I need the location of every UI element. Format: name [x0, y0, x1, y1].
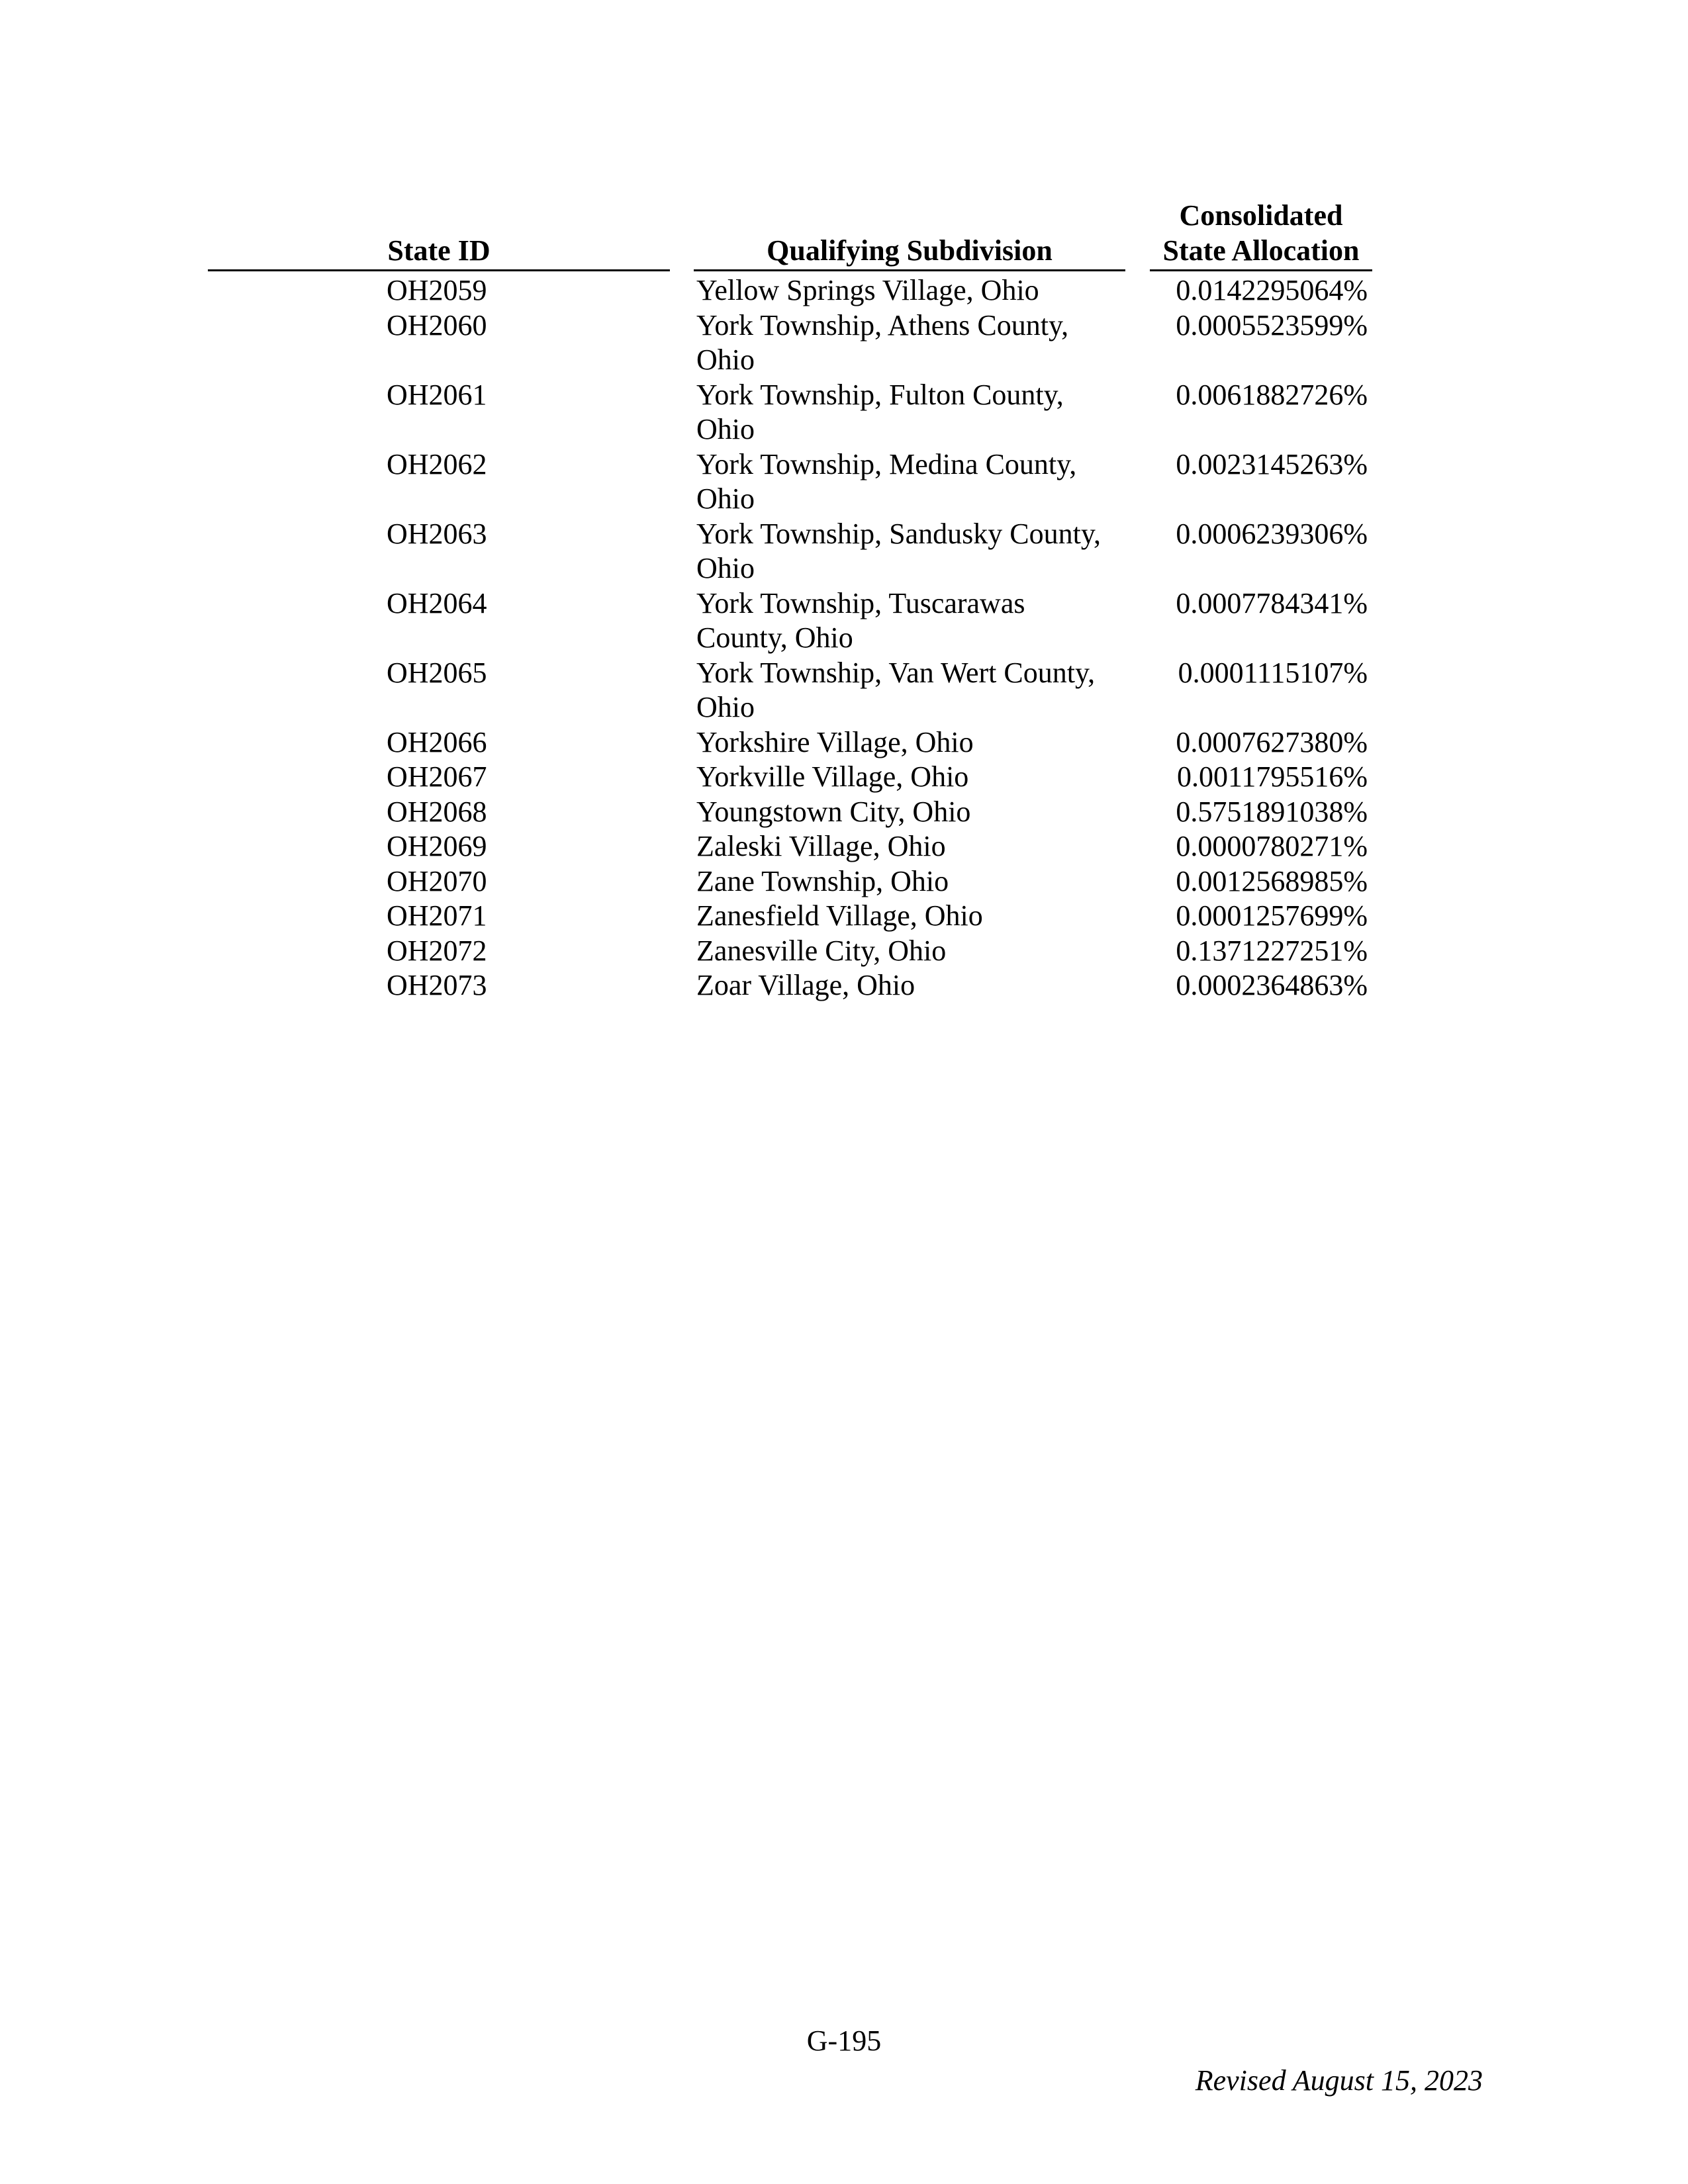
header-rule-state-id [208, 269, 670, 271]
allocation-cell: 0.0011795516% [1176, 760, 1368, 793]
subdivision-cell: Youngstown City, Ohio [696, 795, 971, 828]
state-id-cell: OH2068 [387, 795, 487, 828]
subdivision-cell: York Township, Fulton County, Ohio [696, 378, 1064, 445]
state-id-cell: OH2071 [387, 899, 487, 932]
allocation-cell: 0.0023145263% [1176, 447, 1368, 480]
revised-date: Revised August 15, 2023 [1195, 2064, 1483, 2097]
table-row [0, 899, 1688, 934]
allocation-cell: 0.0005523599% [1176, 308, 1368, 341]
state-id-cell: OH2067 [387, 760, 487, 793]
table-row [0, 934, 1688, 969]
subdivision-cell: York Township, Sandusky County, Ohio [696, 517, 1101, 584]
table-row [0, 378, 1688, 447]
table-row [0, 586, 1688, 656]
allocation-cell: 0.5751891038% [1176, 795, 1368, 828]
table-row [0, 760, 1688, 795]
allocation-cell: 0.0007627380% [1176, 725, 1368, 758]
state-id-cell: OH2060 [387, 308, 487, 341]
allocation-cell: 0.1371227251% [1176, 934, 1368, 967]
header-state-id: State ID [387, 234, 491, 267]
subdivision-cell: York Township, Tuscarawas County, Ohio [696, 586, 1025, 654]
header-allocation-line2: State Allocation [1162, 234, 1360, 267]
page-number: G-195 [806, 2025, 882, 2057]
state-id-cell: OH2072 [387, 934, 487, 967]
state-id-cell: OH2061 [387, 378, 487, 411]
allocation-cell: 0.0012568985% [1176, 864, 1368, 897]
table-row [0, 308, 1688, 378]
table-row [0, 795, 1688, 830]
state-id-cell: OH2062 [387, 447, 487, 480]
state-id-cell: OH2073 [387, 969, 487, 1001]
table-row [0, 829, 1688, 864]
allocation-cell: 0.0001115107% [1178, 656, 1368, 689]
header-rule-allocation [1150, 269, 1372, 271]
header-qualifying-subdivision: Qualifying Subdivision [767, 234, 1053, 267]
subdivision-cell: Zoar Village, Ohio [696, 969, 915, 1001]
state-id-cell: OH2064 [387, 586, 487, 619]
state-id-cell: OH2063 [387, 517, 487, 550]
allocation-cell: 0.0142295064% [1176, 274, 1368, 306]
allocation-cell: 0.0001257699% [1176, 899, 1368, 932]
subdivision-cell: York Township, Athens County, Ohio [696, 308, 1069, 376]
header-consolidated-state-allocation [1150, 198, 1372, 268]
table-row [0, 656, 1688, 725]
subdivision-cell: Zanesville City, Ohio [696, 934, 947, 967]
table-row [0, 968, 1688, 1003]
allocation-cell: 0.0061882726% [1176, 378, 1368, 411]
table-row [0, 864, 1688, 899]
header-rule-subdivision [694, 269, 1125, 271]
subdivision-cell: Zanesfield Village, Ohio [696, 899, 983, 932]
allocation-cell: 0.0007784341% [1176, 586, 1368, 619]
subdivision-cell: Yellow Springs Village, Ohio [696, 274, 1039, 306]
allocation-cell: 0.0002364863% [1176, 969, 1368, 1001]
state-id-cell: OH2065 [387, 656, 487, 689]
allocation-table-body [0, 273, 1688, 1003]
table-row [0, 517, 1688, 586]
subdivision-cell: Zane Township, Ohio [696, 864, 949, 897]
allocation-cell: 0.0006239306% [1176, 517, 1368, 550]
subdivision-cell: York Township, Van Wert County, Ohio [696, 656, 1096, 723]
table-row [0, 447, 1688, 517]
subdivision-cell: Yorkshire Village, Ohio [696, 725, 974, 758]
subdivision-cell: York Township, Medina County, Ohio [696, 447, 1077, 515]
allocation-cell: 0.0000780271% [1176, 830, 1368, 862]
header-allocation-line1: Consolidated [1179, 199, 1343, 232]
state-id-cell: OH2066 [387, 725, 487, 758]
state-id-cell: OH2069 [387, 830, 487, 862]
table-row [0, 273, 1688, 308]
state-id-cell: OH2070 [387, 864, 487, 897]
subdivision-cell: Zaleski Village, Ohio [696, 830, 946, 862]
state-id-cell: OH2059 [387, 274, 487, 306]
table-row [0, 725, 1688, 760]
subdivision-cell: Yorkville Village, Ohio [696, 760, 969, 793]
